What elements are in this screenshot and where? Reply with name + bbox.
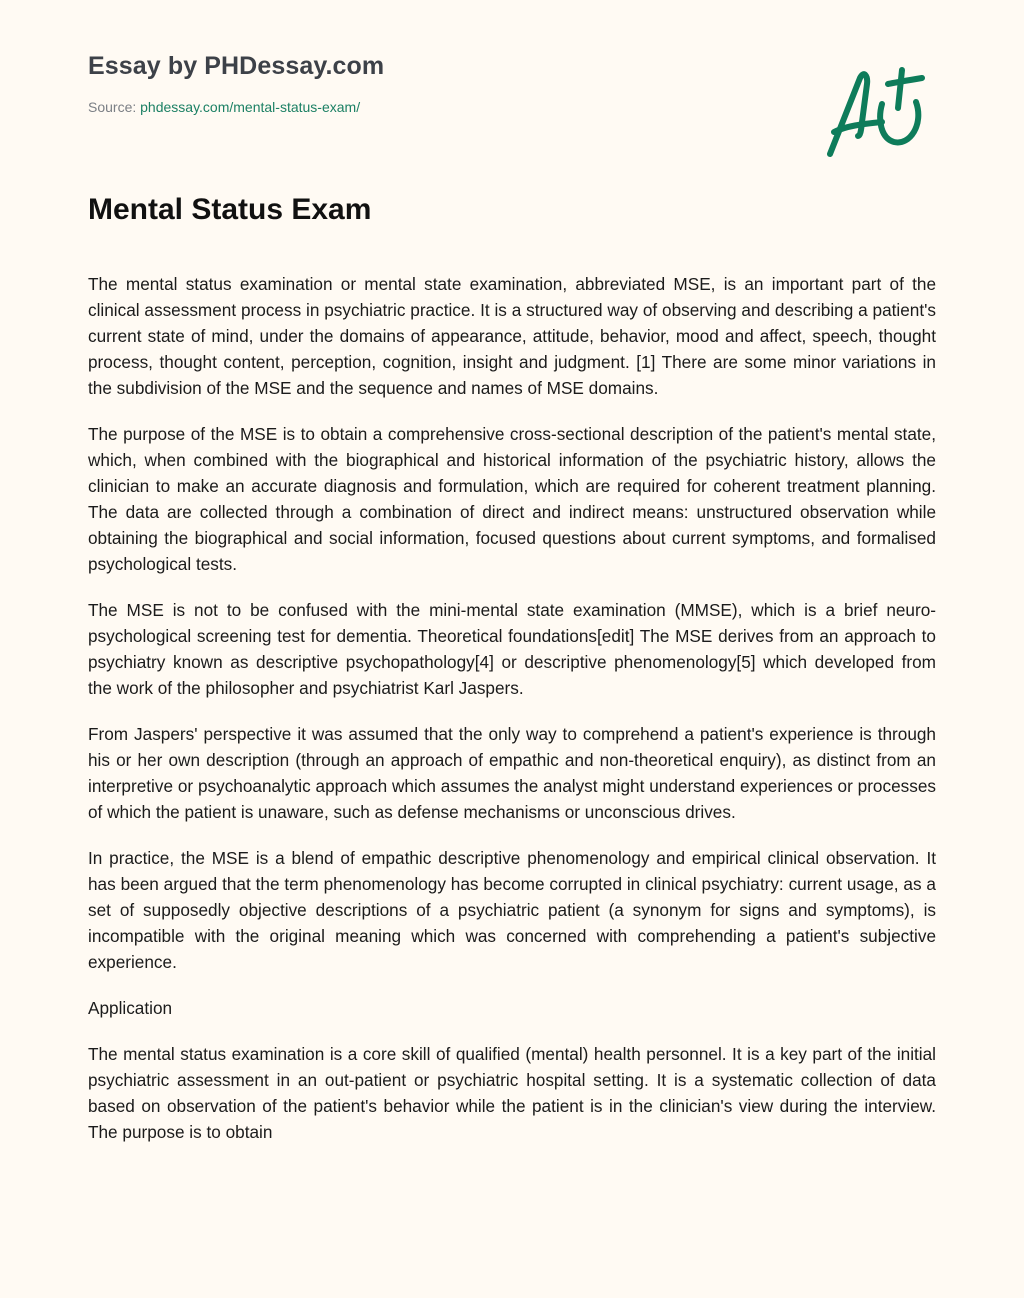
source-label: Source: [88, 99, 137, 115]
paragraph-intro: The mental status examination or mental state examination, abbreviated MSE, is an important part of the clinical assessment process in psychiatric practice. It is a structured way of observing and describing a patient's current state of mind, under the domains of appearance, attitude, behavior, mood and affect, speech, thought process, thought content, perception, cognition, insight and judgment. [1] There are some minor variations in the subdivision of the MSE and the sequence and names of MSE domains. [88, 274, 936, 398]
paragraph-practice: In practice, the MSE is a blend of empathic descriptive phenomenology and empirical clinical observation. It has been argued that the term phenomenology has become corrupted in clinical psychiatry: current usage, as a set of supposedly objective descriptions of a psychiatric patient (a synonym for signs and symptoms), is incompatible with the original meaning which was concerned with comprehending a patient's subjective experience. [88, 848, 936, 972]
paragraph-purpose: The purpose of the MSE is to obtain a comprehensive cross-sectional description of the patient's mental state, which, when combined with the biographical and historical information of the psychiatric history, allows the clinician to make an accurate diagnosis and formulation, which are required for coherent treatment planning. The data are collected through a combination of direct and indirect means: unstructured observation while obtaining the biographical and social information, focused questions about current symptoms, and formalised psychological tests. [88, 424, 936, 574]
site-title: Essay by PHDessay.com [88, 52, 385, 80]
article-body [88, 271, 936, 1165]
paragraph-jaspers: From Jaspers' perspective it was assumed that the only way to comprehend a patient's experience is through his or her own description (through an approach of empathic and non-theoretical enquiry), as distinct from an interpretive or psychoanalytic approach which assumes the analyst might understand experiences or processes of which the patient is unaware, such as defense mechanisms or unconscious drives. [88, 724, 936, 822]
paragraph-application: The mental status examination is a core skill of qualified (mental) health personnel. It is a key part of the initial psychiatric assessment in an out-patient or psychiatric hospital setting. It is a systematic collection of data based on observation of the patient's behavior while the patient is in the clinician's view during the interview. The purpose is to obtain [88, 1044, 936, 1142]
page-title: Mental Status Exam [88, 193, 372, 226]
a-plus-grade-icon [822, 62, 932, 162]
source-link[interactable]: phdessay.com/mental-status-exam/ [140, 99, 361, 115]
site-header [88, 50, 384, 116]
section-heading-application: Application [88, 998, 173, 1018]
paragraph-mmse: The MSE is not to be confused with the mini-mental state examination (MMSE), which is a brief neuro-psychological screening test for dementia. Theoretical foundations[edit] The MSE derives from an approach to psychiatry known as descriptive psychopathology[4] or descriptive phenomenology[5] which developed from the work of the philosopher and psychiatrist Karl Jaspers. [88, 600, 936, 698]
source-line [88, 98, 384, 116]
